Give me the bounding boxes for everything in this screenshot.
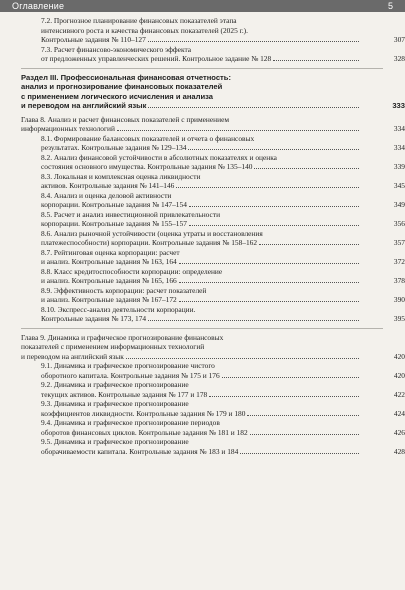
toc-page-number: 428 — [393, 446, 405, 456]
toc-page-number: 378 — [393, 276, 405, 285]
toc-entry-text-line: оборотного капитала. Контрольные задания № 175 и 176 — [41, 370, 220, 380]
dot-leader — [254, 168, 359, 169]
toc-entry-text-line: 8.8. Класс кредитоспособности корпорации: определение — [41, 266, 223, 276]
dot-leader — [189, 206, 359, 207]
toc-page-number: 333 — [392, 101, 405, 110]
toc-entry-text-line: анализ и прогнозирование финансовых показателей — [21, 82, 223, 91]
toc-entry-text-line: показателей с применением информационных технологий — [21, 342, 205, 351]
toc-entry-last-line — [41, 257, 361, 267]
dot-leader — [179, 301, 359, 302]
toc-page-number: 307 — [393, 35, 405, 44]
toc-entry-last-line — [41, 428, 361, 438]
dot-leader — [250, 434, 359, 435]
toc-entry-text-line: 8.1. Формирование балансовых показателей и отчета о финансовых — [41, 133, 255, 143]
toc-entry-text-line: 8.10. Экспресс-анализ деятельности корпорации. — [41, 304, 196, 314]
toc-entry[interactable] — [21, 190, 405, 210]
toc-entry-last-line — [41, 162, 361, 172]
toc-entry-last-line — [41, 35, 361, 45]
toc-entry-text-line: 8.2. Анализ финансовой устойчивости в абсолютных показателях и оценка — [41, 152, 277, 162]
dot-leader — [148, 107, 359, 108]
toc-entry-text-line: 9.3. Динамика и графическое прогнозирование — [41, 399, 189, 408]
toc-entry[interactable] — [21, 285, 405, 305]
toc-page-number: 334 — [393, 124, 405, 133]
toc-entry-last-line — [41, 295, 361, 305]
toc-entry-last-line — [41, 238, 361, 248]
toc-entry-last-line — [41, 143, 361, 153]
toc-entry-text-line: и анализ. Контрольные задания № 163, 164 — [41, 257, 177, 266]
table-of-contents — [21, 16, 405, 456]
toc-entry-text-line: оборачиваемости капитала. Контрольные задания № 183 и 184 — [41, 446, 239, 456]
toc-page-number: 349 — [393, 200, 405, 209]
toc-entry[interactable] — [21, 152, 405, 172]
dot-leader — [259, 244, 359, 245]
toc-entry-text-line: 9.5. Динамика и графическое прогнозирование — [41, 437, 189, 446]
toc-page-number: 345 — [393, 181, 405, 190]
toc-entry-last-line — [21, 124, 361, 134]
toc-entry-text-line: активов. Контрольные задания № 141–146 — [41, 181, 175, 190]
toc-entry-text-line: платежеспособности) корпорации. Контрольные задания № 158–162 — [41, 238, 258, 247]
toc-entry-text-line: 8.9. Эффективность корпорации: расчет показателей — [41, 285, 207, 295]
toc-entry[interactable] — [21, 266, 405, 286]
toc-entry-last-line — [41, 54, 361, 64]
toc-entry[interactable] — [21, 304, 405, 324]
dot-leader — [222, 377, 359, 378]
toc-entry-last-line — [41, 371, 361, 381]
toc-entry-last-line — [41, 314, 361, 324]
toc-page-number: 334 — [393, 143, 405, 152]
toc-entry-text-line: от предложенных управленческих решений. Контрольное задание № 128 — [41, 54, 272, 63]
running-header — [0, 0, 405, 12]
dot-leader — [176, 187, 359, 188]
toc-entry-last-line — [41, 181, 361, 191]
dot-leader — [117, 130, 359, 131]
dot-leader — [273, 60, 359, 61]
section-divider — [21, 68, 383, 69]
toc-entry[interactable] — [21, 418, 405, 437]
toc-entry-text-line: текущих активов. Контрольные задания № 177 и 178 — [41, 389, 208, 399]
toc-entry[interactable] — [21, 437, 405, 456]
toc-page-number: 339 — [393, 162, 405, 171]
toc-entry-text-line: информационных технологий — [21, 124, 115, 133]
toc-page-number: 426 — [393, 427, 405, 437]
toc-entry-text-line: коэффициентов ликвидности. Контрольные задания № 179 и 180 — [41, 408, 246, 418]
toc-entry-text-line: состояния основного имущества. Контрольные задания № 135–140 — [41, 162, 253, 171]
toc-entry-text-line: и переводом на английский язык — [21, 351, 124, 361]
toc-page-number: 372 — [393, 257, 405, 266]
header-page-number: 5 — [387, 1, 393, 11]
toc-entry-last-line — [21, 352, 361, 362]
dot-leader — [188, 149, 359, 150]
toc-page-number: 356 — [393, 219, 405, 228]
toc-entry[interactable] — [21, 247, 405, 267]
dot-leader — [179, 263, 359, 264]
toc-page-number: 420 — [393, 351, 405, 361]
chapter-divider — [21, 328, 383, 329]
toc-entry[interactable] — [21, 16, 405, 45]
dot-leader — [148, 320, 359, 321]
toc-entry-text-line: результатах. Контрольные задания № 129–134 — [41, 143, 187, 152]
toc-entry-text-line: 7.2. Прогнозное планирование финансовых показателей этапа — [41, 16, 237, 25]
dot-leader — [189, 225, 359, 226]
toc-entry-last-line — [41, 200, 361, 210]
toc-entry-last-line — [41, 390, 361, 400]
toc-entry-last-line — [41, 447, 361, 457]
toc-entry-text-line: и анализ. Контрольные задания № 167–172 — [41, 295, 177, 304]
toc-entry[interactable] — [21, 209, 405, 229]
toc-page-number: 422 — [393, 389, 405, 399]
toc-entry-last-line — [21, 101, 361, 111]
dot-leader — [148, 41, 359, 42]
toc-entry[interactable] — [21, 228, 405, 248]
toc-entry[interactable] — [21, 380, 405, 399]
toc-entry-text-line: 9.2. Динамика и графическое прогнозирование — [41, 380, 189, 389]
toc-entry[interactable] — [21, 133, 405, 153]
toc-entry[interactable] — [21, 399, 405, 418]
dot-leader — [240, 453, 359, 454]
toc-entry-text-line: интенсивного роста и качества финансовых показателей (2025 г.). — [41, 25, 248, 35]
toc-entry-text-line: Контрольные задания № 110–127 — [41, 35, 146, 44]
toc-entry-text-line: Раздел III. Профессиональная финансовая отчетность: — [21, 72, 231, 82]
toc-chapter[interactable] — [21, 114, 405, 134]
toc-entry-text-line: 8.6. Анализ рыночной устойчивости (оценка утраты и восстановления — [41, 228, 263, 238]
toc-entry-text-line: оборотов финансовых циклов. Контрольные задания № 181 и 182 — [41, 427, 248, 437]
dot-leader — [179, 282, 359, 283]
toc-entry-text-line: 9.1. Динамика и графическое прогнозирование чистого — [41, 361, 215, 370]
toc-entry-text-line: 8.3. Локальная и комплексная оценка ликвидности — [41, 171, 201, 181]
toc-entry-text-line: с применением логического исчисления и анализа — [21, 91, 214, 101]
dot-leader — [126, 358, 359, 359]
toc-page-number: 328 — [393, 54, 405, 63]
toc-entry-text-line: 8.5. Расчет и анализ инвестиционной привлекательности — [41, 209, 221, 219]
toc-entry-text-line: корпорации. Контрольные задания № 147–154 — [41, 200, 187, 209]
toc-entry-text-line: 7.3. Расчет финансово-экономического эффекта — [41, 44, 192, 54]
toc-entry-text-line: 8.4. Анализ и оценка деловой активности — [41, 190, 172, 200]
toc-page-number: 395 — [393, 314, 405, 323]
toc-section[interactable] — [21, 72, 405, 111]
toc-entry-text-line: и анализ. Контрольные задания № 165, 166 — [41, 276, 177, 285]
toc-entry-text-line: Контрольные задания № 173, 174 — [41, 314, 147, 323]
toc-entry-text-line: и переводом на английский язык — [21, 101, 147, 110]
toc-page-number: 357 — [393, 238, 405, 247]
toc-entry-last-line — [41, 276, 361, 286]
header-title: Оглавление — [12, 1, 65, 11]
dot-leader — [247, 415, 359, 416]
toc-page-number: 390 — [393, 295, 405, 304]
toc-entry-text-line: 8.7. Рейтинговая оценка корпорации: расчет — [41, 247, 180, 257]
toc-entry-text-line: Глава 8. Анализ и расчет финансовых показателей с применением — [21, 114, 230, 124]
toc-entry-last-line — [41, 409, 361, 419]
toc-entry-text-line: 9.4. Динамика и графическое прогнозирование периодов — [41, 418, 220, 427]
toc-page-number: 424 — [393, 408, 405, 418]
toc-entry-text-line: корпорации. Контрольные задания № 155–157 — [41, 219, 187, 228]
toc-chapter[interactable] — [21, 332, 405, 362]
toc-entry[interactable] — [21, 44, 405, 64]
toc-entry[interactable] — [21, 171, 405, 191]
toc-entry-last-line — [41, 219, 361, 229]
toc-page-number: 420 — [393, 370, 405, 380]
toc-entry[interactable] — [21, 361, 405, 380]
dot-leader — [209, 396, 359, 397]
toc-entry-text-line: Глава 9. Динамика и графическое прогнозирование финансовых — [21, 332, 224, 342]
